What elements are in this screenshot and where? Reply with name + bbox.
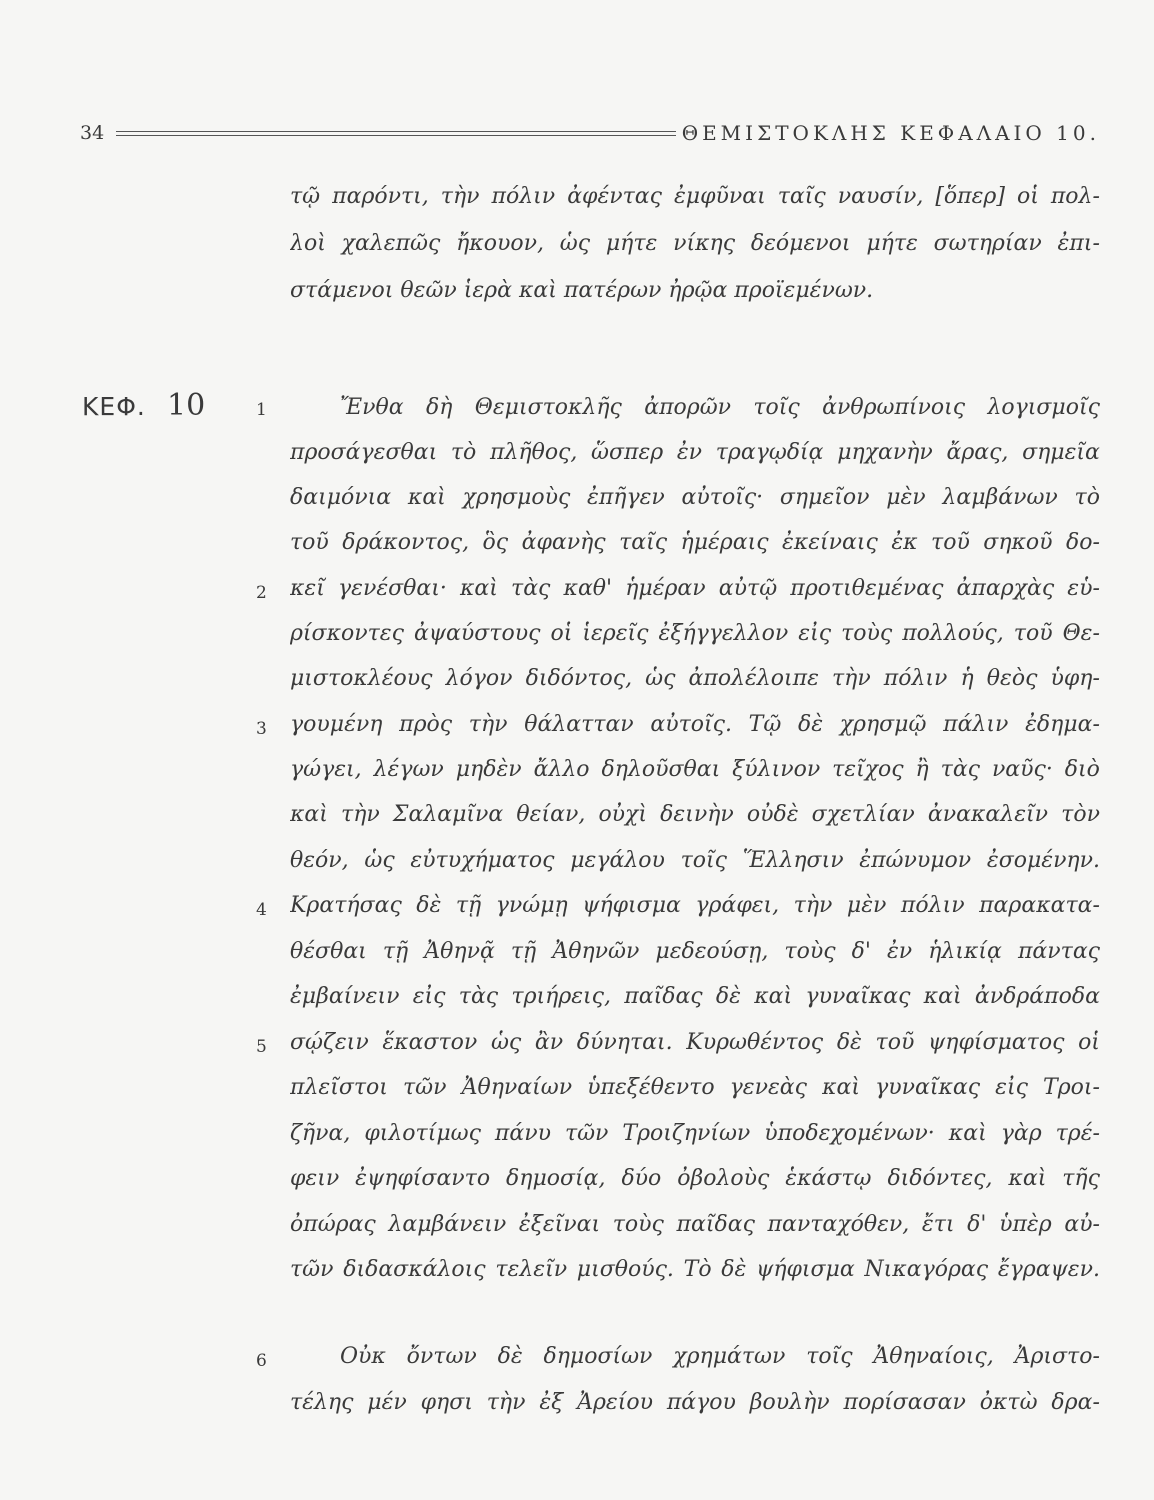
word: ἄρας, <box>946 440 1009 465</box>
word: τοὺς <box>841 621 893 646</box>
word: θέσθαι <box>290 939 367 964</box>
text-line <box>290 664 1100 694</box>
word: γυναῖκας <box>805 984 911 1009</box>
word: πόλιν <box>900 893 965 918</box>
header-rule <box>116 131 676 136</box>
word: ἐπῆγεν <box>587 485 665 510</box>
word: τοῖς <box>753 395 800 420</box>
text-line <box>290 846 1100 876</box>
word: ἔγραψεν. <box>997 1257 1100 1282</box>
word: Ἀθηνᾷ <box>424 939 495 964</box>
word: Ἔνθα <box>340 395 404 420</box>
word: τὰς <box>940 757 981 782</box>
word: σῴζειν <box>290 1030 369 1055</box>
word: τῶν <box>564 1121 609 1146</box>
word: σωτηρίαν <box>933 231 1042 256</box>
word: γουμένη <box>290 712 383 737</box>
word: παρόντι, <box>332 184 429 209</box>
word: χρησμοὺς <box>462 485 571 510</box>
word: εὐτυχήματος <box>410 848 555 873</box>
page-number: 34 <box>80 122 105 144</box>
word: τῆς <box>1062 1166 1100 1191</box>
word: αὐτοῖς. <box>650 712 732 737</box>
word: καὶ <box>407 485 446 510</box>
word: ὀκτὼ <box>979 1390 1038 1415</box>
word: δὴ <box>426 395 453 420</box>
word: ξύλινον <box>732 757 821 782</box>
word: μηχανὴν <box>837 440 933 465</box>
word: ὥσπερ <box>591 440 664 465</box>
word: παῖδας <box>624 984 703 1009</box>
word: δὲ <box>721 1257 747 1282</box>
text-line <box>290 182 1100 212</box>
text-line <box>290 1388 1100 1418</box>
word: γενεὰς <box>729 1075 807 1100</box>
word: ἐξήγγελλον <box>658 621 789 646</box>
margin-number: 3 <box>256 719 267 739</box>
text-line <box>290 1119 1100 1149</box>
word: δρα- <box>1051 1390 1100 1415</box>
word: γνώμῃ <box>495 893 568 918</box>
word: καὶ <box>822 1075 860 1100</box>
word: πόλιν <box>491 184 556 209</box>
text-line <box>290 1073 1100 1103</box>
word: ἀπορῶν <box>644 395 732 420</box>
word: τὸ <box>450 440 477 465</box>
word: δεινὴν <box>660 802 734 827</box>
word: ἀψαύστους <box>413 621 541 646</box>
text-line <box>340 393 1100 423</box>
word: δαιμόνια <box>290 485 392 510</box>
text-line <box>290 483 1100 513</box>
word: λοὶ <box>290 231 326 256</box>
word: τὴν <box>831 666 871 691</box>
word: Τροι- <box>1043 1075 1100 1100</box>
word: δύο <box>621 1166 662 1191</box>
word: εἰς <box>995 1075 1028 1100</box>
word: μεγάλου <box>570 848 665 873</box>
word: καὶ <box>754 984 793 1009</box>
word: πλεῖστοι <box>290 1075 388 1100</box>
word: ἐπι- <box>1057 231 1100 256</box>
word: λαμβάνειν <box>388 1212 507 1237</box>
word: καὶ <box>1008 1166 1047 1191</box>
word: [ὅπερ] <box>935 184 1005 209</box>
word: μὲν <box>846 893 887 918</box>
word: ταῖς <box>619 530 668 555</box>
word: οὐδὲ <box>746 802 799 827</box>
running-header <box>80 118 1100 148</box>
text-line <box>290 800 1100 830</box>
word: Νικαγόρας <box>864 1257 989 1282</box>
word: ἢ <box>915 757 929 782</box>
word: Τροιζηνίων <box>622 1121 751 1146</box>
word: ἀνθρωπίνοις <box>822 395 966 420</box>
word: φησι <box>420 1390 473 1415</box>
word: αὐτοῖς· <box>681 485 764 510</box>
chapter-number: 10 <box>167 388 206 423</box>
word: δὲ <box>416 893 442 918</box>
word: μὲν <box>886 485 926 510</box>
text-line <box>340 1342 1100 1372</box>
word: γράφει, <box>695 893 780 918</box>
text-line <box>290 619 1100 649</box>
word: πάγου <box>666 1390 736 1415</box>
word: μηδὲν <box>455 757 522 782</box>
word: λογισμοῖς <box>987 395 1100 420</box>
word: καὶ <box>948 1121 987 1146</box>
word: ἐκείναις <box>782 530 878 555</box>
word: πλῆθος, <box>489 440 578 465</box>
word: ὑποδεχομένων· <box>764 1121 935 1146</box>
word: διδόντος, <box>525 666 633 691</box>
word: τῷ <box>290 184 321 209</box>
word: τοῦ <box>931 530 970 555</box>
margin-number: 2 <box>256 583 267 603</box>
word: πόλιν <box>883 666 948 691</box>
word: τὴν <box>468 712 508 737</box>
word: Ἀθηναίοις, <box>873 1344 994 1369</box>
text-line <box>290 937 1100 967</box>
word: Θεμιστοκλῆς <box>474 395 622 420</box>
word: ἐν <box>676 440 703 465</box>
word: ἐμφῦναι <box>673 184 766 209</box>
word: καὶ <box>923 984 962 1009</box>
word: δημοσίων <box>543 1344 653 1369</box>
word: πολλούς, <box>902 621 1004 646</box>
word: Ἀθηναίων <box>461 1075 573 1100</box>
word: ἐμβαίνειν <box>290 984 400 1009</box>
word: οἱ <box>550 621 573 646</box>
word: μέν <box>367 1390 407 1415</box>
word: γὰρ <box>1000 1121 1042 1146</box>
word: ναυσίν, <box>837 184 924 209</box>
word: προτιθεμένας <box>790 576 944 601</box>
word: Τῷ <box>748 712 782 737</box>
chapter-label: ΚΕΦ. <box>82 392 146 421</box>
word: καὶ <box>290 802 328 827</box>
word: μήτε <box>866 231 918 256</box>
word: τῇ <box>455 893 482 918</box>
word: ἀπαρχὰς <box>956 576 1055 601</box>
word: δὲ <box>715 984 741 1009</box>
word: ὡς <box>490 1030 522 1055</box>
word: ὡς <box>364 848 395 873</box>
word: δεόμενοι <box>750 231 851 256</box>
word: τὰς <box>511 576 551 601</box>
word: Ἀριστο- <box>1014 1344 1100 1369</box>
word: τὸ <box>1074 485 1100 510</box>
word: παρακατα- <box>979 893 1100 918</box>
word: ἄλλο <box>533 757 590 782</box>
word: ζῆνα, <box>290 1121 351 1146</box>
word: ἡ <box>960 666 974 691</box>
word: πρὸς <box>399 712 453 737</box>
text-line <box>290 982 1100 1012</box>
word: Ἕλλησιν <box>742 848 844 873</box>
word: Θε- <box>1062 621 1100 646</box>
word: οἱ <box>1016 184 1039 209</box>
word: ὑπεξέθεντο <box>587 1075 715 1100</box>
text-line <box>290 1164 1100 1194</box>
word: γώγει, <box>290 757 362 782</box>
word: ἐν <box>886 939 913 964</box>
word: πάντας <box>1017 939 1100 964</box>
word: λόγον <box>445 666 513 691</box>
word: σηκοῦ <box>983 530 1053 555</box>
word: ὡς <box>645 666 676 691</box>
word: τοῦ <box>875 1030 915 1055</box>
word: τεῖχος <box>832 757 904 782</box>
text-line <box>290 1255 1100 1285</box>
word: μισθούς. <box>576 1257 674 1282</box>
word: γυναῖκας <box>875 1075 981 1100</box>
word: ἐσομένην. <box>986 848 1100 873</box>
word: ὀβολοὺς <box>677 1166 770 1191</box>
word: ὃς <box>482 530 509 555</box>
text-line <box>290 438 1100 468</box>
word: ἀπολέλοιπε <box>688 666 819 691</box>
text-line <box>290 1028 1100 1058</box>
word: πάνυ <box>494 1121 551 1146</box>
word: πάλιν <box>943 712 1009 737</box>
word: λέγων <box>373 757 444 782</box>
word: δὲ <box>836 1030 862 1055</box>
word: ἀνακαλεῖν <box>927 802 1049 827</box>
word: Τὸ <box>683 1257 712 1282</box>
word: Κρατήσας <box>290 893 402 918</box>
word: κεῖ <box>290 576 325 601</box>
word: διδασκάλοις <box>343 1257 486 1282</box>
word: εἰς <box>412 984 446 1009</box>
word: φειν <box>290 1166 340 1191</box>
word: τῶν <box>403 1075 447 1100</box>
word: ἐπώνυμον <box>859 848 972 873</box>
word: θεὸς <box>986 666 1038 691</box>
word: τοῦ <box>290 530 329 555</box>
word: δο- <box>1066 530 1100 555</box>
word: τῇ <box>510 939 537 964</box>
word: καθ' <box>563 576 613 601</box>
word: τὸν <box>1061 802 1100 827</box>
word: ἑκάστῳ <box>785 1166 872 1191</box>
word: χρημάτων <box>673 1344 786 1369</box>
word: σημεῖον <box>779 485 870 510</box>
word: ἐξ <box>539 1390 564 1415</box>
word: μήτε <box>605 231 658 256</box>
word: τέλης <box>290 1390 354 1415</box>
word: τὴν <box>793 893 833 918</box>
text-line <box>290 710 1100 740</box>
word: παῖδας <box>676 1212 755 1237</box>
word: λαμβάνων <box>942 485 1058 510</box>
running-title: ΘΕΜΙΣΤΟΚΛΗΣ ΚΕΦΑΛΑΙΟ 10. <box>681 121 1100 145</box>
word: ὑφη- <box>1050 666 1100 691</box>
word: πολ- <box>1050 184 1100 209</box>
margin-number: 6 <box>256 1351 267 1371</box>
word: ὡς <box>559 231 591 256</box>
word: ὀπώρας <box>290 1212 376 1237</box>
word: δ' <box>967 1212 987 1237</box>
word: πορίσασαν <box>843 1390 966 1415</box>
word: ψήφισμα <box>756 1257 855 1282</box>
word: ἐψηφίσαντο <box>355 1166 491 1191</box>
word: χρησμῷ <box>839 712 927 737</box>
word: ἐδημα- <box>1025 712 1100 737</box>
word: ἀνδράποδα <box>974 984 1100 1009</box>
word: τραγῳδίᾳ <box>715 440 824 465</box>
word: οὐχὶ <box>598 802 648 827</box>
word: τὴν <box>341 802 380 827</box>
word: οἱ <box>1078 1030 1100 1055</box>
word: χαλεπῶς <box>341 231 441 256</box>
word: τοῦ <box>1013 621 1053 646</box>
word: τοῖς <box>680 848 727 873</box>
word: ἀφέντας <box>567 184 662 209</box>
word: βουλὴν <box>749 1390 830 1415</box>
word: τοὺς <box>612 1212 664 1237</box>
word: καὶ <box>459 576 498 601</box>
word: εἰς <box>798 621 832 646</box>
word: ταῖς <box>777 184 826 209</box>
word: θάλατταν <box>524 712 634 737</box>
word: ἤκουον, <box>456 231 544 256</box>
word: Σαλαμῖνα <box>392 802 504 827</box>
word: τὰς <box>458 984 499 1009</box>
word: δύνηται. <box>576 1030 673 1055</box>
word: μεδεούσῃ, <box>655 939 769 964</box>
word: διδόντες, <box>887 1166 993 1191</box>
text-line: στάμενοι θεῶν ἱερὰ καὶ πατέρων ἠρῷα προϊεμένων. <box>290 278 874 303</box>
text-line <box>290 229 1100 259</box>
word: ρίσκοντες <box>290 621 404 646</box>
word: ἡμέραις <box>680 530 769 555</box>
word: τὴν <box>486 1390 526 1415</box>
word: εὑ- <box>1067 576 1100 601</box>
word: ἂν <box>534 1030 564 1055</box>
margin-number: 5 <box>256 1037 267 1057</box>
text-line <box>290 755 1100 785</box>
word: ἕκαστον <box>382 1030 478 1055</box>
word: σημεῖα <box>1022 440 1100 465</box>
word: ἐξεῖναι <box>518 1212 601 1237</box>
word: Κυρωθέντος <box>686 1030 824 1055</box>
word: αὐ- <box>1064 1212 1100 1237</box>
word: τοῖς <box>806 1344 853 1369</box>
text-line <box>290 574 1100 604</box>
word: τῇ <box>382 939 409 964</box>
word: δηλοῦσθαι <box>601 757 721 782</box>
word: ἀφανὴς <box>521 530 606 555</box>
word: ἡλικίᾳ <box>928 939 1002 964</box>
word: δημοσίᾳ, <box>506 1166 606 1191</box>
word: μιστοκλέους <box>290 666 433 691</box>
word: φιλοτίμως <box>364 1121 481 1146</box>
word: ἔτι <box>921 1212 955 1237</box>
word: δὲ <box>497 1344 523 1369</box>
word: θείαν, <box>516 802 586 827</box>
word: τῶν <box>290 1257 334 1282</box>
word: ψηφίσματος <box>928 1030 1065 1055</box>
word: Ἀρείου <box>577 1390 653 1415</box>
word: ὄντων <box>406 1344 477 1369</box>
word: νίκης <box>673 231 736 256</box>
word: ὑπὲρ <box>999 1212 1052 1237</box>
text-line <box>290 891 1100 921</box>
word: γενέσθαι· <box>337 576 447 601</box>
word: προσάγεσθαι <box>290 440 438 465</box>
margin-number: 1 <box>256 400 267 420</box>
margin-number: 4 <box>256 900 267 920</box>
word: δὲ <box>797 712 824 737</box>
word: ναῦς· <box>991 757 1053 782</box>
word: πανταχόθεν, <box>767 1212 910 1237</box>
word: ἱερεῖς <box>582 621 649 646</box>
word: διὸ <box>1064 757 1100 782</box>
word: τρέ- <box>1055 1121 1100 1146</box>
word: ψήφισμα <box>582 893 681 918</box>
word: δ' <box>851 939 871 964</box>
word: Ἀθηνῶν <box>552 939 640 964</box>
word: τελεῖν <box>495 1257 568 1282</box>
word: δράκοντος, <box>342 530 470 555</box>
word: Οὐκ <box>340 1344 386 1369</box>
text-line <box>290 528 1100 558</box>
word: ἐκ <box>891 530 918 555</box>
word: ἡμέραν <box>625 576 706 601</box>
word: τὴν <box>440 184 480 209</box>
word: τριήρεις, <box>511 984 611 1009</box>
text-line <box>290 1210 1100 1240</box>
word: θεόν, <box>290 848 349 873</box>
word: σχετλίαν <box>811 802 915 827</box>
word: αὐτῷ <box>718 576 778 601</box>
word: τοὺς <box>784 939 836 964</box>
